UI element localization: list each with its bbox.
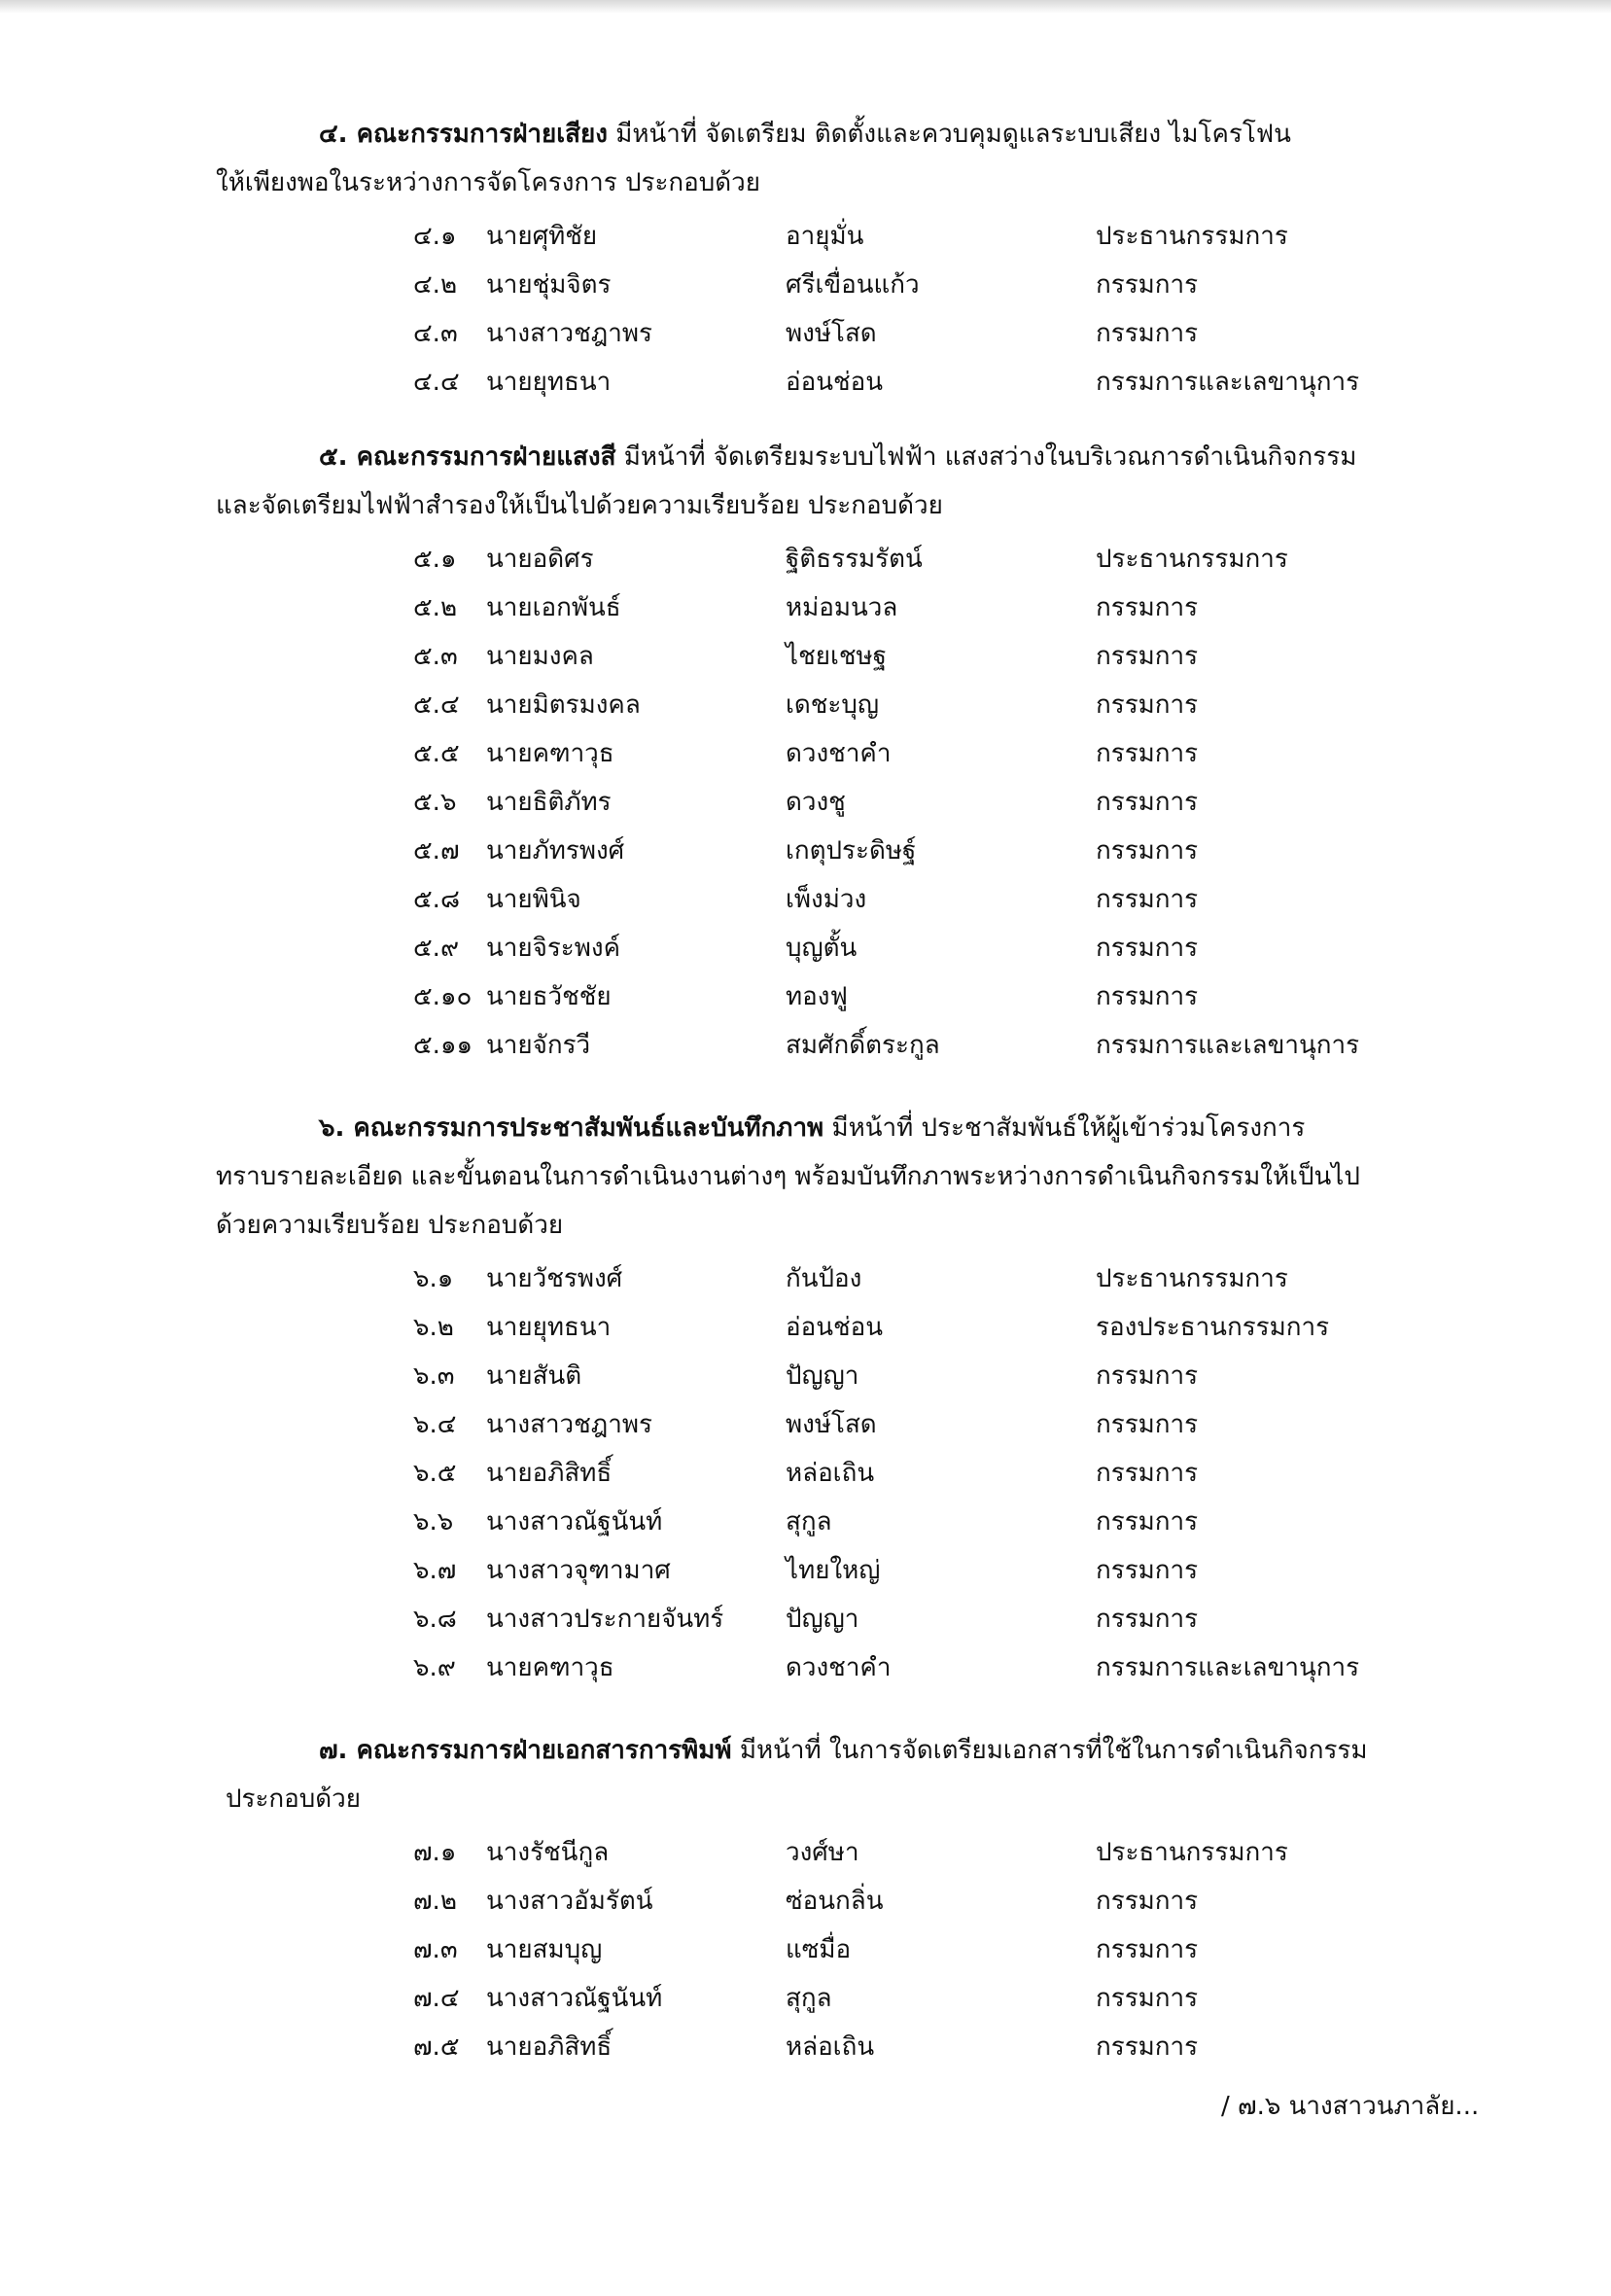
- member-first-name: นายอดิศร: [486, 545, 594, 574]
- member-number: ๖.๑: [413, 1264, 454, 1293]
- member-role: กรรมการ: [1096, 2032, 1199, 2062]
- member-row: [0, 1352, 1611, 1400]
- member-row: [0, 358, 1611, 406]
- member-first-name: นายเอกพันธ์: [486, 593, 621, 622]
- member-first-name: นายศุทิชัย: [486, 222, 598, 251]
- section-text-line: และจัดเตรียมไฟฟ้าสำรองให้เป็นไปด้วยความเรียบร้อย ประกอบด้วย: [216, 491, 943, 520]
- member-role: กรรมการ: [1096, 1935, 1199, 1964]
- member-number: ๗.๓: [413, 1935, 458, 1964]
- section-heading-line: [319, 438, 1356, 477]
- member-first-name: นายมิตรมงคล: [486, 690, 641, 720]
- member-number: ๕.๙: [413, 934, 459, 963]
- member-number: ๕.๓: [413, 642, 458, 671]
- member-last-name: สุกูล: [786, 1984, 832, 2013]
- section-text-line: ให้เพียงพอในระหว่างการจัดโครงการ ประกอบด้วย: [216, 168, 761, 197]
- member-role: กรรมการ: [1096, 1887, 1199, 1916]
- member-row: [0, 1643, 1611, 1692]
- member-last-name: อ่อนช่อน: [786, 368, 884, 397]
- member-role: รองประธานกรรมการ: [1096, 1313, 1330, 1342]
- member-first-name: นายยุทธนา: [486, 368, 612, 397]
- member-number: ๗.๑: [413, 1838, 457, 1867]
- member-row: [0, 875, 1611, 924]
- member-role: กรรมการ: [1096, 788, 1199, 817]
- member-first-name: นางสาวประกายจันทร์: [486, 1605, 724, 1634]
- section-heading: ๕. คณะกรรมการฝ่ายแสงสี: [319, 442, 616, 472]
- section-duty: มีหน้าที่ จัดเตรียมระบบไฟฟ้า แสงสว่างในบริเวณการดำเนินกิจกรรม: [623, 442, 1357, 472]
- section-text-line: ด้วยความเรียบร้อย ประกอบด้วย: [216, 1211, 564, 1240]
- member-last-name: กันป้อง: [786, 1264, 862, 1293]
- member-first-name: นายธิติภัทร: [486, 788, 612, 817]
- member-row: [0, 212, 1611, 261]
- member-first-name: นายมงคล: [486, 642, 594, 671]
- member-row: [0, 1021, 1611, 1070]
- member-role: กรรมการ: [1096, 1556, 1199, 1585]
- member-role: กรรมการ: [1096, 1507, 1199, 1537]
- member-number: ๕.๘: [413, 885, 461, 914]
- section-heading: ๔. คณะกรรมการฝ่ายเสียง: [319, 120, 608, 149]
- member-row: [0, 1449, 1611, 1498]
- member-row: [0, 261, 1611, 309]
- member-first-name: นายธวัชชัย: [486, 982, 612, 1011]
- member-first-name: นายพินิจ: [486, 885, 581, 914]
- member-first-name: นายอภิสิทธิ์: [486, 1459, 613, 1488]
- member-row: [0, 632, 1611, 681]
- member-last-name: อายุมั่น: [786, 222, 864, 251]
- member-first-name: นายชุ่มจิตร: [486, 270, 612, 300]
- member-last-name: ไชยเชษฐ: [786, 642, 887, 671]
- member-role: กรรมการ: [1096, 1410, 1199, 1439]
- member-last-name: ดวงชาคำ: [786, 739, 892, 768]
- member-last-name: ไทยใหญ่: [786, 1556, 881, 1585]
- member-role: กรรมการ: [1096, 690, 1199, 720]
- member-first-name: นายสันติ: [486, 1361, 582, 1391]
- member-last-name: ดวงชู: [786, 788, 846, 817]
- section-text-line: ประกอบด้วย: [226, 1784, 362, 1814]
- member-first-name: นางสาวอัมรัตน์: [486, 1887, 653, 1916]
- member-number: ๖.๓: [413, 1361, 455, 1391]
- member-last-name: ซ่อนกลิ่น: [786, 1887, 884, 1916]
- member-row: [0, 972, 1611, 1021]
- member-number: ๗.๒: [413, 1887, 457, 1916]
- member-last-name: แซมื่อ: [786, 1935, 852, 1964]
- member-role: ประธานกรรมการ: [1096, 222, 1288, 251]
- member-first-name: นายจิระพงค์: [486, 934, 620, 963]
- member-number: ๔.๔: [413, 368, 460, 397]
- member-role: กรรมการ: [1096, 270, 1199, 300]
- section-heading-line: [319, 1109, 1305, 1148]
- member-role: กรรมการ: [1096, 1984, 1199, 2013]
- member-number: ๕.๕: [413, 739, 460, 768]
- member-number: ๔.๑: [413, 222, 457, 251]
- member-last-name: ดวงชาคำ: [786, 1653, 892, 1682]
- member-number: ๕.๖: [413, 788, 457, 817]
- member-last-name: เดชะบุญ: [786, 690, 880, 720]
- member-number: ๖.๗: [413, 1556, 457, 1585]
- member-last-name: ปัญญา: [786, 1605, 859, 1634]
- member-role: กรรมการ: [1096, 836, 1199, 865]
- member-row: [0, 2023, 1611, 2071]
- member-first-name: นายภัทรพงศ์: [486, 836, 625, 865]
- member-first-name: นางสาวจุฑามาศ: [486, 1556, 671, 1585]
- member-last-name: หล่อเถิน: [786, 1459, 875, 1488]
- scan-edge: [0, 0, 1611, 14]
- member-number: ๔.๒: [413, 270, 458, 300]
- member-last-name: สมศักดิ์ตระกูล: [786, 1031, 940, 1060]
- member-row: [0, 729, 1611, 778]
- member-role: กรรมการ: [1096, 593, 1199, 622]
- member-last-name: หม่อมนวล: [786, 593, 898, 622]
- section-heading: ๖. คณะกรรมการประชาสัมพันธ์และบันทึกภาพ: [319, 1113, 824, 1143]
- member-role: กรรมการและเลขานุการ: [1096, 1653, 1360, 1682]
- member-row: [0, 1546, 1611, 1595]
- member-first-name: นายสมบุญ: [486, 1935, 603, 1964]
- member-last-name: หล่อเถิน: [786, 2032, 875, 2062]
- member-first-name: นางสาวณัฐนันท์: [486, 1507, 663, 1537]
- member-role: ประธานกรรมการ: [1096, 545, 1288, 574]
- member-role: กรรมการและเลขานุการ: [1096, 368, 1360, 397]
- member-first-name: นางรัชนีกูล: [486, 1838, 610, 1867]
- member-last-name: ฐิติธรรมรัตน์: [786, 545, 923, 574]
- member-number: ๕.๗: [413, 836, 460, 865]
- member-role: กรรมการ: [1096, 885, 1199, 914]
- section-heading-line: [319, 1731, 1368, 1770]
- section-duty: มีหน้าที่ ประชาสัมพันธ์ให้ผู้เข้าร่วมโครงการ: [831, 1113, 1306, 1143]
- member-number: ๖.๒: [413, 1313, 454, 1342]
- member-first-name: นายอภิสิทธิ์: [486, 2032, 613, 2062]
- continuation-note: / ๗.๖ นางสาวนภาลัย...: [1221, 2092, 1480, 2121]
- member-first-name: นางสาวณัฐนันท์: [486, 1984, 663, 2013]
- member-row: [0, 309, 1611, 358]
- member-row: [0, 1877, 1611, 1925]
- member-first-name: นายจักรวี: [486, 1031, 591, 1060]
- member-last-name: พงษ์โสด: [786, 1410, 877, 1439]
- member-row: [0, 535, 1611, 583]
- member-number: ๕.๔: [413, 690, 460, 720]
- member-role: กรรมการ: [1096, 642, 1199, 671]
- member-first-name: นางสาวชฎาพร: [486, 1410, 652, 1439]
- member-number: ๖.๘: [413, 1605, 457, 1634]
- member-role: กรรมการ: [1096, 739, 1199, 768]
- member-role: กรรมการ: [1096, 934, 1199, 963]
- member-number: ๖.๕: [413, 1459, 457, 1488]
- member-last-name: วงศ์ษา: [786, 1838, 859, 1867]
- member-row: [0, 1974, 1611, 2023]
- member-last-name: ทองฟู: [786, 982, 848, 1011]
- member-first-name: นายยุทธนา: [486, 1313, 612, 1342]
- member-role: ประธานกรรมการ: [1096, 1264, 1288, 1293]
- section-heading-line: [319, 115, 1291, 154]
- member-row: [0, 778, 1611, 827]
- member-row: [0, 1400, 1611, 1449]
- member-row: [0, 1303, 1611, 1352]
- member-row: [0, 1498, 1611, 1546]
- member-row: [0, 1925, 1611, 1974]
- member-number: ๕.๑: [413, 545, 457, 574]
- member-number: ๖.๙: [413, 1653, 456, 1682]
- member-role: ประธานกรรมการ: [1096, 1838, 1288, 1867]
- member-number: ๕.๑๐: [413, 982, 473, 1011]
- member-role: กรรมการและเลขานุการ: [1096, 1031, 1360, 1060]
- member-last-name: สุกูล: [786, 1507, 832, 1537]
- member-last-name: อ่อนช่อน: [786, 1313, 884, 1342]
- member-first-name: นายคฑาวุธ: [486, 1653, 614, 1682]
- member-first-name: นางสาวชฎาพร: [486, 319, 652, 348]
- section-duty: มีหน้าที่ จัดเตรียม ติดตั้งและควบคุมดูแลระบบเสียง ไมโครโฟน: [615, 120, 1291, 149]
- member-role: กรรมการ: [1096, 319, 1199, 348]
- member-number: ๗.๕: [413, 2032, 460, 2062]
- member-row: [0, 1254, 1611, 1303]
- section-text-line: ทราบรายละเอียด และขั้นตอนในการดำเนินงานต่างๆ พร้อมบันทึกภาพระหว่างการดำเนินกิจกรรมให้เป็นไป: [216, 1162, 1360, 1191]
- member-last-name: ปัญญา: [786, 1361, 859, 1391]
- member-row: [0, 1595, 1611, 1643]
- section-heading: ๗. คณะกรรมการฝ่ายเอกสารการพิมพ์: [319, 1736, 732, 1765]
- member-row: [0, 827, 1611, 875]
- member-number: ๖.๔: [413, 1410, 457, 1439]
- member-last-name: เกตุประดิษฐ์: [786, 836, 917, 865]
- member-row: [0, 1828, 1611, 1877]
- member-role: กรรมการ: [1096, 982, 1199, 1011]
- member-row: [0, 681, 1611, 729]
- section-duty: มีหน้าที่ ในการจัดเตรียมเอกสารที่ใช้ในการดำเนินกิจกรรม: [739, 1736, 1368, 1765]
- member-last-name: บุญตั้น: [786, 934, 858, 963]
- member-number: ๕.๑๑: [413, 1031, 473, 1060]
- member-last-name: พงษ์โสด: [786, 319, 877, 348]
- member-first-name: นายคฑาวุธ: [486, 739, 614, 768]
- member-last-name: เพ็งม่วง: [786, 885, 867, 914]
- member-number: ๖.๖: [413, 1507, 454, 1537]
- member-first-name: นายวัชรพงศ์: [486, 1264, 623, 1293]
- member-row: [0, 924, 1611, 972]
- member-last-name: ศรีเขื่อนแก้ว: [786, 270, 920, 300]
- member-role: กรรมการ: [1096, 1605, 1199, 1634]
- member-number: ๔.๓: [413, 319, 458, 348]
- member-number: ๕.๒: [413, 593, 458, 622]
- member-role: กรรมการ: [1096, 1361, 1199, 1391]
- member-row: [0, 583, 1611, 632]
- member-role: กรรมการ: [1096, 1459, 1199, 1488]
- member-number: ๗.๔: [413, 1984, 460, 2013]
